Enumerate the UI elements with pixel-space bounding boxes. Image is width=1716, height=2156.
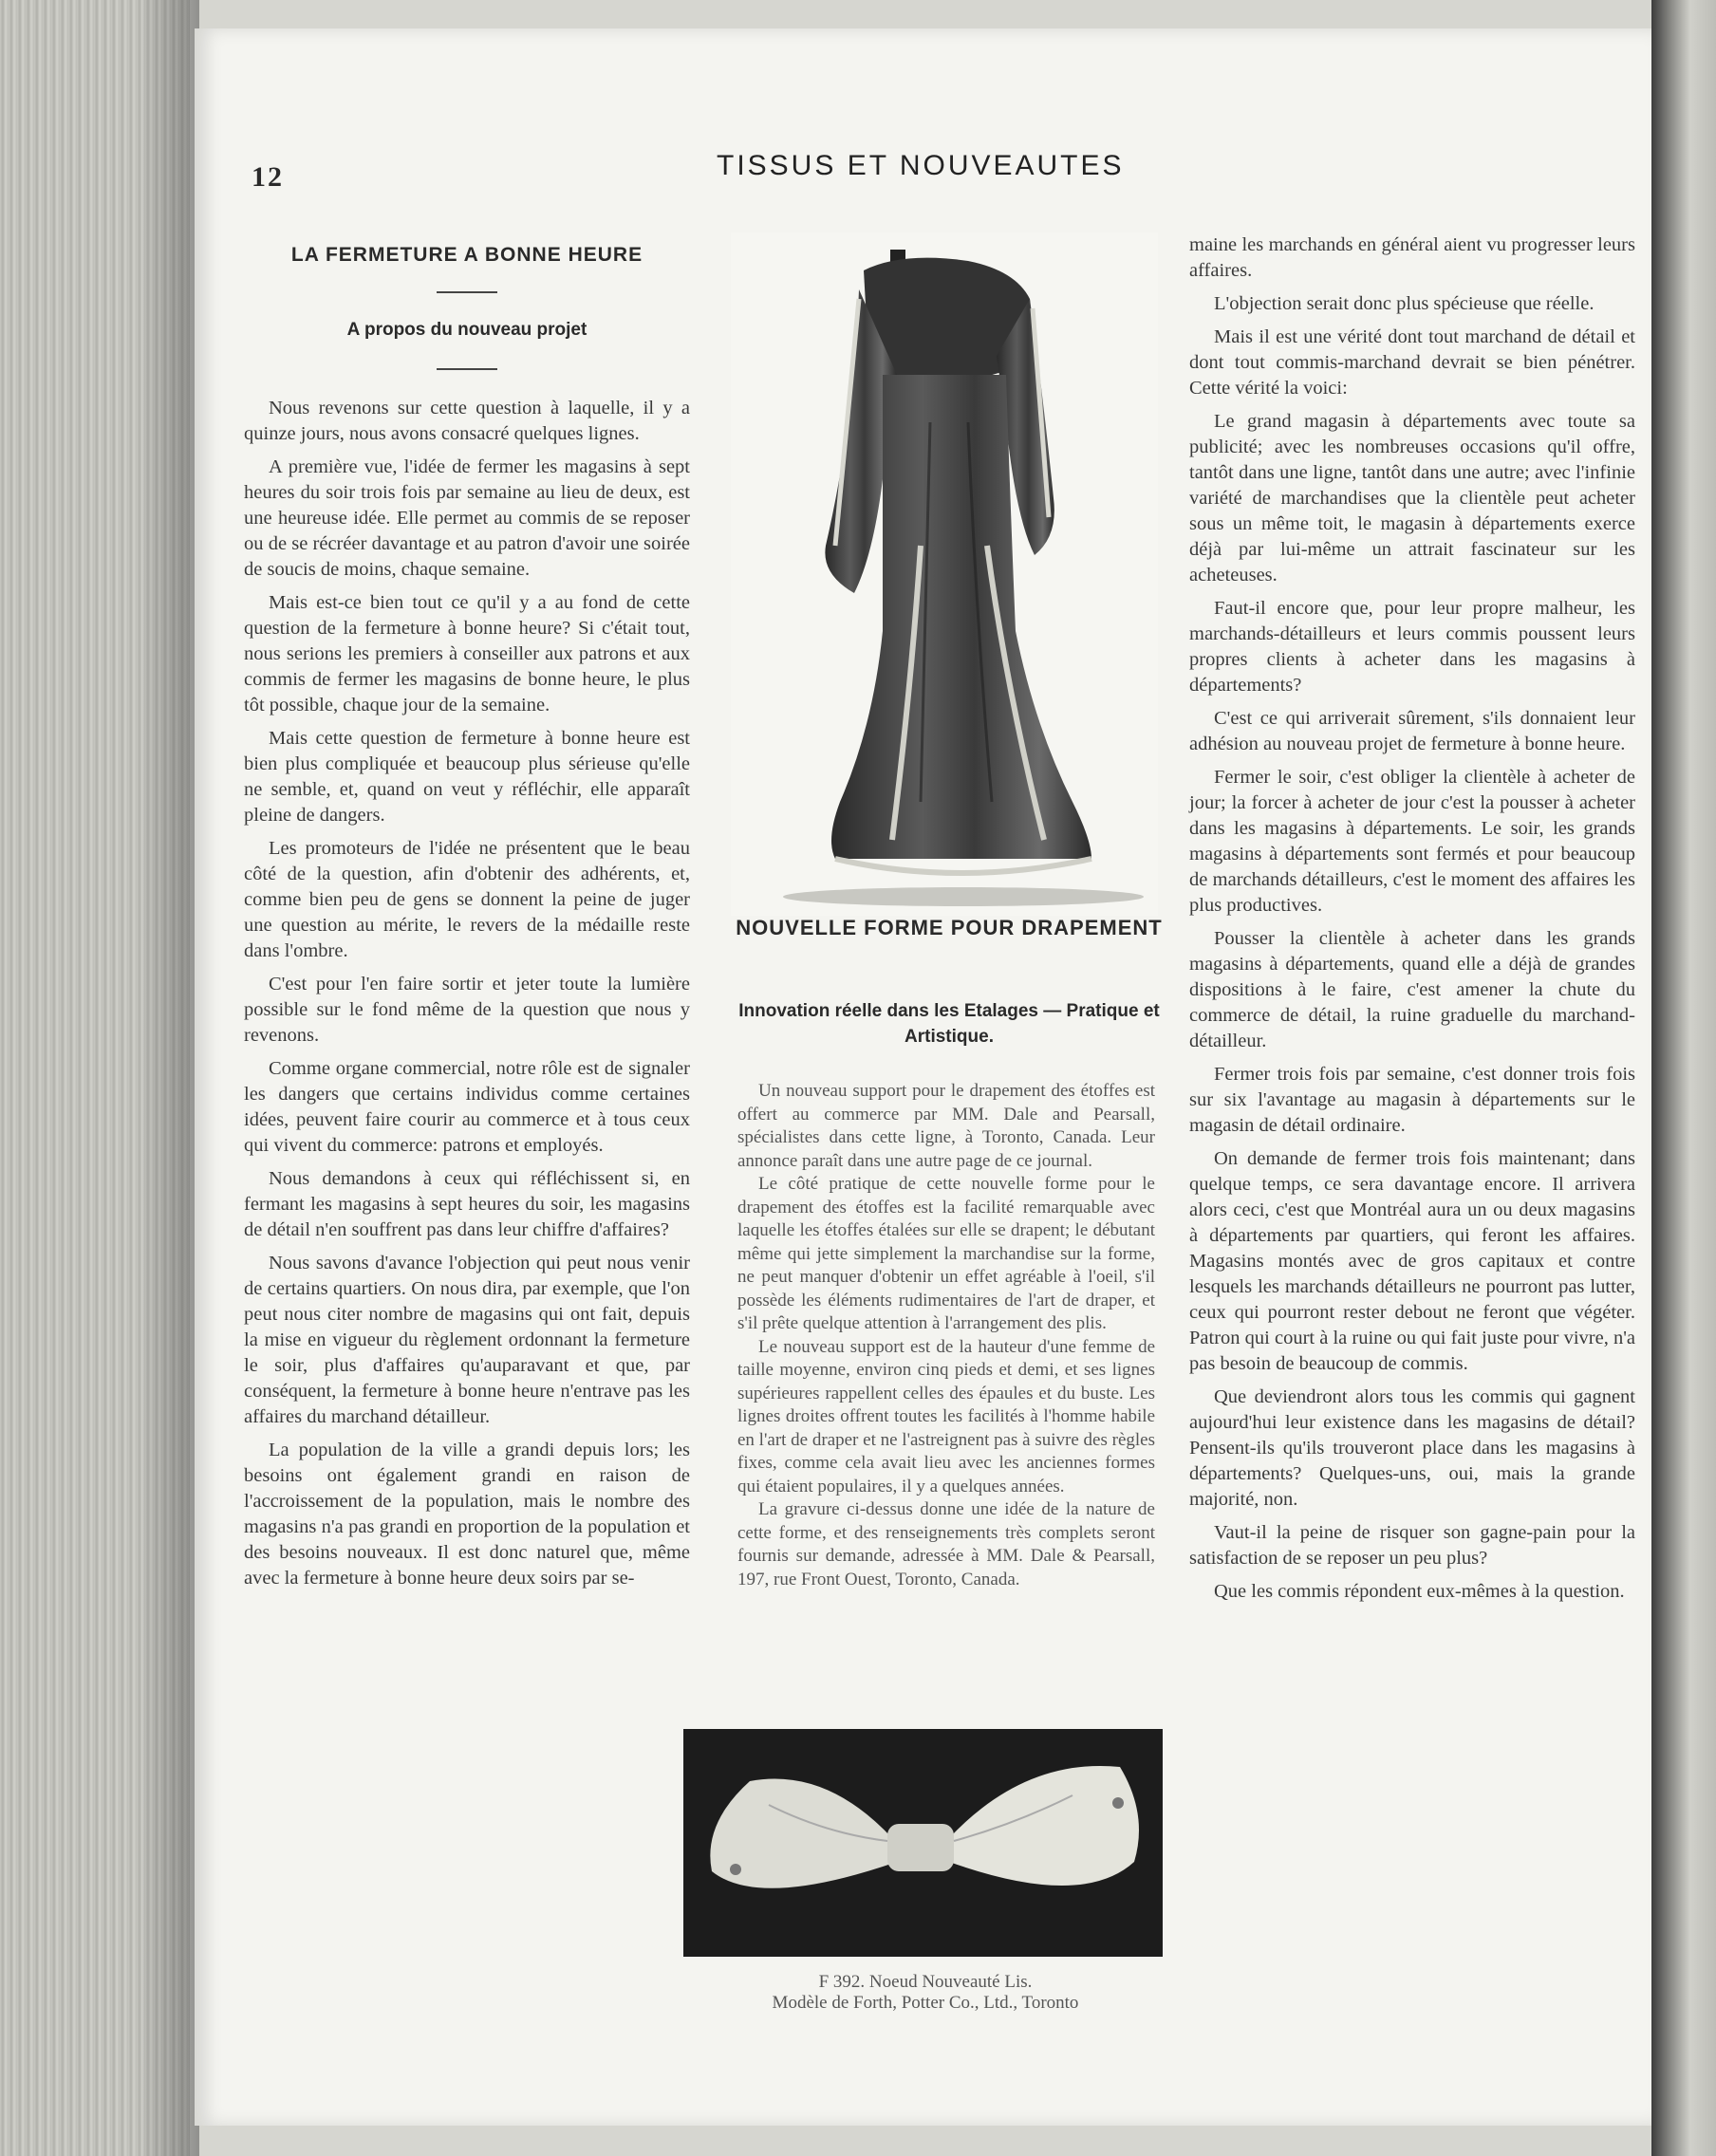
drapement-heading: NOUVELLE FORME POUR DRAPEMENT xyxy=(736,916,1163,939)
page-number: 12 xyxy=(252,161,284,193)
facing-page-edge xyxy=(1651,0,1716,2156)
paragraph: Fermer trois fois par semaine, c'est donner trois fois sur six l'avantage au magasin à départements sur le magasin de détail ordinaire. xyxy=(1189,1064,1635,1136)
paragraph: Comme organe commercial, notre rôle est de signaler les dangers que certains individus comme certaines idées, peuvent faire courir au commerce et à tous ceux qui vivent du commerce: patrons et employés. xyxy=(244,1058,690,1156)
paragraph: Que deviendront alors tous les commis qui gagnent aujourd'hui leur existence dans les magasins de détail? Pensent-ils qu'ils trouveront place dans les magasins à départements? Quelques-uns, oui, mais la grande majorité, non. xyxy=(1189,1386,1635,1510)
paragraph: Nous savons d'avance l'objection qui peut nous venir de certains quartiers. On nous dira, par exemple, que l'on peut nous citer nombre de magasins qui ont fait, depuis la mise en vigueur du règlement ordonnant la fermeture le soir, plus d'affaires qu'auparavant et que, par conséquent, la fermeture à bonne heure n'entrave pas les affaires du marchand détailleur. xyxy=(244,1253,690,1427)
paragraph: Nous revenons sur cette question à laquelle, il y a quinze jours, nous avons consacré quelques lignes. xyxy=(244,398,690,444)
paragraph: Vaut-il la peine de risquer son gagne-pain pour la satisfaction de se reposer un peu plus? xyxy=(1189,1522,1635,1569)
paragraph: Faut-il encore que, pour leur propre malheur, les marchands-détailleurs et leurs commis poussent leurs propres clients à acheter dans les magasins à départements? xyxy=(1189,598,1635,696)
paragraph: Le côté pratique de cette nouvelle forme pour le drapement des étoffes est la facilité remarquable avec laquelle les étoffes étalées sur elle se drapent; le débutant même qui jette simplement la marchandise sur la forme, ne peut manquer d'obtenir un effet agréable à l'oeil, s'il possède les éléments rudimentaires de l'art de draper, et s'il prête quelque attention à l'arrangement des plis. xyxy=(737,1174,1155,1333)
title-rule-wrap xyxy=(244,268,690,317)
paragraph: La gravure ci-dessus donne une idée de la nature de cette forme, et des renseignements très complets seront fournis sur demande, adressée à MM. Dale & Pearsall, 197, rue Front Ouest, Toronto, Canada. xyxy=(737,1499,1155,1589)
paragraph: Le grand magasin à départements avec toute sa publicité; avec les nombreuses occasions qu'il offre, tantôt dans une ligne, tantôt dans une autre; avec l'infinie variété de marchandises que la clientèle peut acheter sous un même toit, le magasin à départements exerce déjà par lui-même un attrait fascinateur sur les acheteuses. xyxy=(1189,411,1635,585)
divider xyxy=(437,291,497,293)
paragraph: On demande de fermer trois fois maintenant; dans quelque temps, ce sera davantage encore. Il arrivera alors ceci, c'est que Montréal aura un ou deux magasins à départements par quartiers, qui feront les affaires. Magasins montés avec de gros capitaux et contre lesquels les marchands détailleurs ne pourront pas lutter, ceux qui pourront rester debout ne feront que végéter. Patron qui court à la ruine ou qui fait juste pour vivre, n'a pas besoin de beaucoup de commis. xyxy=(1189,1148,1635,1374)
subtitle-rule-wrap xyxy=(244,343,690,396)
draping-form-illustration xyxy=(731,232,1158,916)
drapement-subheading: Innovation réelle dans les Etalages — Pratique et Artistique. xyxy=(738,1001,1160,1047)
magazine-page xyxy=(195,28,1651,2126)
middle-column xyxy=(737,1080,1155,1591)
paragraph: C'est ce qui arriverait sûrement, s'ils donnaient leur adhésion au nouveau projet de fermeture à bonne heure. xyxy=(1189,708,1635,754)
paragraph: Que les commis répondent eux-mêmes à la question. xyxy=(1214,1581,1625,1602)
paragraph: C'est pour l'en faire sortir et jeter toute la lumière possible sur le fond même de la question que nous y revenons. xyxy=(244,974,690,1046)
paragraph: Les promoteurs de l'idée ne présentent que le beau côté de la question, afin d'obtenir des adhérents, et, comme bien peu de gens se donnent la peine de juger une question au mérite, le revers de la médaille reste dans l'ombre. xyxy=(244,838,690,961)
paragraph: Mais il est une vérité dont tout marchand de détail et dont tout commis-marchand devrait se bien pénétrer. Cette vérité la voici: xyxy=(1189,326,1635,399)
paragraph: Mais cette question de fermeture à bonne heure est bien plus compliquée et beaucoup plus sérieuse qu'elle ne semble, et, quand on veut y réfléchir, elle apparaît pleine de dangers. xyxy=(244,728,690,826)
paragraph: Pousser la clientèle à acheter dans les grands magasins à départements, quand elle a déjà de grandes dispositions à le faire, c'est amener la chute du commerce de détail, la ruine graduelle du marchand-détailleur. xyxy=(1189,928,1635,1051)
divider xyxy=(437,368,497,370)
draped-form-drawing xyxy=(731,232,1158,916)
caption-line: F 392. Noeud Nouveauté Lis. xyxy=(818,1972,1033,1992)
paragraph: Nous demandons à ceux qui réfléchissent si, en fermant les magasins à sept heures du soir, les magasins de détail n'en souffrent pas dans leur chiffre d'affaires? xyxy=(244,1168,690,1240)
bow-tie-drawing xyxy=(683,1729,1163,1957)
bow-tie-photo xyxy=(683,1729,1163,1957)
paragraph: maine les marchands en général aient vu progresser leurs affaires. xyxy=(1189,234,1635,281)
right-column xyxy=(1189,232,1635,1612)
caption-line: Modèle de Forth, Potter Co., Ltd., Toronto xyxy=(772,1993,1079,2013)
paragraph: Fermer le soir, c'est obliger la clientèle à acheter de jour; la forcer à acheter de jour c'est la pousser à acheter dans les magasins à départements. Le soir, les grands magasins à départements sont fermés et pour beaucoup de marchands détailleurs, c'est le moment des affaires les plus productives. xyxy=(1189,767,1635,916)
paragraph: L'objection serait donc plus spécieuse que réelle. xyxy=(1214,293,1595,314)
paragraph: Mais est-ce bien tout ce qu'il y a au fond de cette question de la fermeture à bonne heure? Si c'était tout, nous serions les premiers à conseiller aux patrons et aux commis de fermer les magasins de bonne heure, le plus tôt possible, chaque jour de la semaine. xyxy=(244,592,690,716)
paragraph: A première vue, l'idée de fermer les magasins à sept heures du soir trois fois par semaine au lieu de deux, est une heureuse idée. Elle permet au commis de se reposer ou de se récréer davantage et au patron d'avoir une soirée de soucis de moins, chaque semaine. xyxy=(244,456,690,580)
bow-caption xyxy=(688,1972,1163,2014)
gutter-shadow xyxy=(142,0,199,2156)
running-head: TISSUS ET NOUVEAUTES xyxy=(717,150,1125,181)
paragraph: Un nouveau support pour le drapement des étoffes est offert au commerce par MM. Dale and Pearsall, spécialistes dans cette ligne, à Toronto, Canada. Leur annonce paraît dans une autre page de ce journal. xyxy=(737,1081,1155,1171)
paragraph: Le nouveau support est de la hauteur d'une femme de taille moyenne, environ cinq pieds et demi, et ses lignes supérieures rappellent celles des épaules et du buste. Les lignes droites offrent toutes les facilités à l'homme habile en l'art de draper et ne l'astreignent pas à suivre des règles fixes, comme cela avait lieu avec les anciennes formes qui étaient populaires, il y a quelques années. xyxy=(737,1336,1155,1496)
left-column xyxy=(244,242,690,1599)
article-title: LA FERMETURE A BONNE HEURE xyxy=(290,244,644,266)
article-subtitle: A propos du nouveau projet xyxy=(346,320,588,340)
paragraph: La population de la ville a grandi depuis lors; les besoins ont également grandi en raison de l'accroissement de la population, mais le nombre des magasins n'a pas grandi en proportion de la population et des besoins nouveaux. Il est donc naturel que, même avec la fermeture à bonne heure deux soirs par se- xyxy=(244,1440,690,1589)
